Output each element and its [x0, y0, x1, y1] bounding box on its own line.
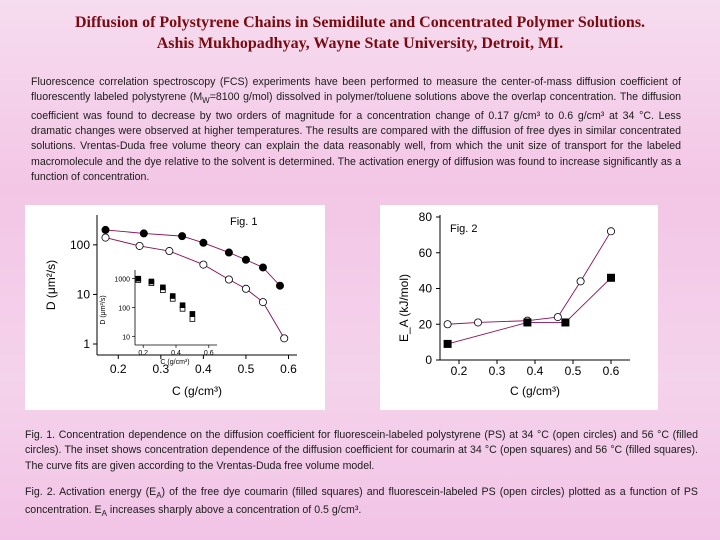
- fig2-connecting-line-1: [448, 231, 611, 324]
- abstract-paragraph: [31, 75, 681, 185]
- fig2-y-tick-label: 40: [418, 281, 432, 296]
- fig1-data-point: [259, 264, 266, 271]
- fig1-chart: [25, 205, 325, 410]
- fig2-data-point: [577, 278, 584, 285]
- fig2-data-point: [474, 319, 481, 326]
- fig1-fit-curve-2: [106, 230, 280, 286]
- fig2-data-point: [607, 228, 614, 235]
- fig1-x-tick-label: 0.3: [152, 362, 170, 376]
- inset-data-point: [170, 294, 175, 299]
- fig1-caption: Fig. 1. Concentration dependence on the diffusion coefficient for fluorescein-labeled polystyrene (PS) at 34 °C (open circles) and 56 °C (filled circles). The inset shows concentration dependence of the diffusion coefficient for coumarin at 34 °C (open squares) and 56 °C (filled squares). The curve fits are given according to the Vrentas-Duda free volume model.: [25, 429, 698, 472]
- inset-y-tick-label: 100: [118, 305, 130, 313]
- fig1-data-point: [225, 276, 232, 283]
- fig2-y-axis-label: E_A (kJ/mol): [397, 273, 411, 343]
- fig2-y-tick-label: 80: [418, 210, 432, 224]
- title-line-1: Diffusion of Polystyrene Chains in Semidilute and Concentrated Polymer Solutions.: [74, 14, 646, 31]
- fig1-x-tick-label: 0.6: [280, 362, 297, 376]
- fig2-x-tick-label: 0.6: [602, 364, 620, 378]
- figure-2: [380, 205, 658, 410]
- fig1-data-point: [140, 230, 147, 237]
- fig2-data-point: [554, 314, 561, 321]
- fig1-y-tick-label: 100: [69, 237, 90, 252]
- inset-data-point: [160, 285, 165, 290]
- fig2-x-tick-label: 0.2: [450, 364, 468, 378]
- fig1-x-tick-label: 0.5: [237, 362, 255, 376]
- abstract-text-1: Fluorescence correlation spectroscopy (FCS) experiments have been performed to measure the center-of-mass diffusion coefficient of fluorescently labeled polystyrene (M: [31, 76, 681, 104]
- fig1-x-tick-label: 0.2: [109, 362, 127, 376]
- inset-x-tick-label: 0.6: [203, 350, 214, 357]
- fig1-data-point: [276, 282, 283, 289]
- fig1-fit-curve-1: [106, 238, 285, 342]
- fig2-y-tick-label: 0: [425, 353, 432, 367]
- fig2-caption-subscript-1: A: [156, 491, 162, 501]
- fig1-data-point: [281, 335, 288, 342]
- fig2-connecting-line-2: [448, 278, 611, 344]
- inset-data-point: [190, 311, 195, 316]
- fig1-data-point: [225, 249, 232, 256]
- inset-y-axis-label: D (μm²/s): [100, 295, 107, 325]
- fig2-data-point: [444, 340, 451, 347]
- title-line-2: Ashis Mukhopadhyay, Wayne State University, Detroit, MI.: [156, 35, 564, 52]
- fig2-x-axis-label: C (g/cm³): [510, 384, 560, 398]
- inset-y-tick-label: 1000: [114, 276, 130, 284]
- fig2-data-point: [607, 274, 614, 281]
- inset-x-axis-label: C (g/cm³): [160, 359, 190, 366]
- fig1-data-point: [166, 247, 173, 254]
- fig1-x-tick-label: 0.4: [195, 362, 212, 376]
- fig2-y-tick-label: 60: [418, 245, 432, 260]
- fig1-data-point: [200, 261, 207, 268]
- fig2-caption-subscript-2: A: [101, 509, 107, 519]
- fig2-x-tick-label: 0.5: [564, 364, 582, 378]
- fig2-data-point: [562, 319, 569, 326]
- fig1-data-point: [242, 285, 249, 292]
- fig1-y-tick-label: 1: [83, 337, 90, 352]
- fig2-caption: [25, 485, 698, 522]
- inset-x-tick-label: 0.4: [171, 350, 181, 357]
- inset-y-tick-label: 10: [122, 334, 130, 342]
- fig2-chart: [380, 205, 658, 410]
- fig1-label: Fig. 1: [230, 216, 258, 228]
- fig2-caption-text-1: Fig. 2. Activation energy (E: [25, 486, 157, 498]
- fig1-data-point: [102, 234, 109, 241]
- fig1-y-axis-label: D (μm²/s): [44, 259, 58, 311]
- fig2-y-tick-label: 20: [418, 317, 432, 332]
- fig2-x-tick-label: 0.3: [488, 364, 506, 378]
- fig2-data-point: [524, 319, 531, 326]
- fig2-x-tick-label: 0.4: [526, 364, 544, 378]
- abstract-text-2: =8100 g/mol) dissolved in polymer/toluene solutions above the overlap concentration. The diffusion coefficient was found to decrease by two orders of magnitude for a concentration change of 0.17 g/cm³ to 0.6 g/cm³ at 34 °C. Less dramatic changes were observed at higher temperatures. The results are compared with the diffusion of free dyes in similar concentrated solutions. Vrentas-Duda free volume theory can explain the data reasonably well, from which the unit size of transport for the labeled macromolecule and the dye relative to the solvent is determined. The activation energy of diffusion was found to increase significantly as a function of concentration.: [31, 91, 681, 183]
- fig2-label: Fig. 2: [450, 223, 478, 235]
- figure-1: [25, 205, 325, 410]
- fig1-data-point: [136, 242, 143, 249]
- fig1-data-point: [179, 233, 186, 240]
- fig1-x-axis-label: C (g/cm³): [172, 384, 222, 398]
- abstract-subscript: W: [202, 96, 210, 106]
- fig2-caption-text-3: increases sharply above a concentration of 0.5 g/cm³.: [106, 504, 362, 517]
- inset-data-point: [136, 276, 141, 281]
- poster-title: [0, 12, 720, 54]
- inset-x-tick-label: 0.2: [138, 350, 149, 357]
- inset-data-point: [190, 317, 195, 322]
- fig1-y-tick-label: 10: [76, 287, 90, 302]
- fig1-data-point: [200, 239, 207, 246]
- fig1-data-point: [102, 226, 109, 233]
- fig2-data-point: [444, 321, 451, 328]
- fig1-data-point: [259, 299, 266, 306]
- inset-data-point: [149, 279, 154, 284]
- fig2-caption-text-2: ) of the free dye coumarin (filled squares) and fluorescein-labeled PS (open circles) plotted as a function of PS concentration. E: [25, 486, 698, 517]
- inset-data-point: [180, 303, 185, 308]
- fig1-inset: [100, 270, 217, 366]
- fig1-data-point: [242, 256, 249, 263]
